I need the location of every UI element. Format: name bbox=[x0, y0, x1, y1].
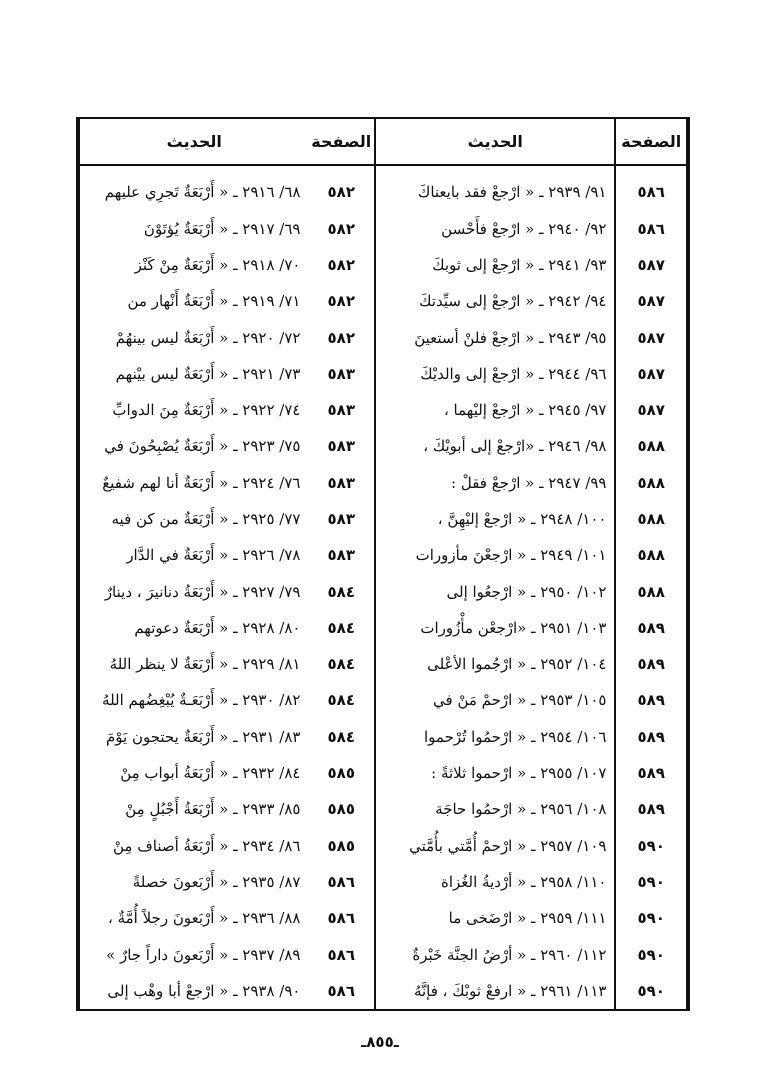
hadith-entry: ٧١/ ٢٩١٩ ـ « أَرْبَعَةٌ أَنْهار من bbox=[127, 292, 301, 311]
page-ref: ٥٨٧ bbox=[637, 292, 665, 311]
page-header-right: الصفحة bbox=[308, 119, 374, 166]
hadith-entry: ٧٤/ ٢٩٢٢ ـ « أَرْبَعَةٌ مِنَ الدوابِّ bbox=[112, 401, 301, 420]
hadith-entry: ٩٣/ ٢٩٤١ ـ « ارْجعْ إلى ثوبكَ bbox=[432, 255, 607, 274]
hadith-list-left bbox=[376, 166, 614, 1009]
page-ref: ٥٨٤ bbox=[327, 655, 355, 674]
hadith-entry: ٨٨/ ٢٩٣٦ ـ « أَرْبَعونَ رجلاً أُمَّةٌ ، bbox=[107, 909, 301, 928]
hadith-entry: ٩٥/ ٢٩٤٣ ـ « ارْجعْ فلنْ أستعينَ bbox=[414, 328, 607, 347]
page-ref: ٥٩٠ bbox=[637, 836, 665, 855]
page-ref: ٥٨٦ bbox=[637, 219, 665, 238]
page-ref: ٥٨٤ bbox=[327, 618, 355, 637]
page-ref: ٥٨٨ bbox=[637, 473, 665, 492]
hadith-entry: ٧٠/ ٢٩١٨ ـ « أَرْبَعَةٌ مِنْ كَنْز bbox=[134, 255, 301, 274]
hadith-entry: ١٠٩/ ٢٩٥٧ ـ « ارْحمْ أُمَّتي بأُمَّتي bbox=[409, 836, 607, 855]
hadith-entry: ٩٠/ ٢٩٣٨ ـ « ارْجعْ أبا وهْب إلى bbox=[107, 981, 301, 1000]
page-ref: ٥٨٢ bbox=[327, 255, 355, 274]
hadith-column-left bbox=[376, 119, 616, 1009]
page-ref: ٥٨٩ bbox=[637, 727, 665, 746]
page-ref: ٥٨٣ bbox=[327, 546, 355, 565]
page-ref: ٥٨٨ bbox=[637, 437, 665, 456]
hadith-entry: ٩٨/ ٢٩٤٦ ـ «ارْجعْ إلى أبويْكَ ، bbox=[423, 437, 607, 456]
page-ref: ٥٨٩ bbox=[637, 764, 665, 783]
hadith-entry: ٨١/ ٢٩٢٩ ـ « أَرْبَعَةٌ لا ينظر اللهُ bbox=[109, 655, 301, 674]
hadith-entry: ٩١/ ٢٩٣٩ ـ « ارْجعْ فقد بايعناكَ bbox=[417, 183, 607, 202]
hadith-entry: ٧٧/ ٢٩٢٥ ـ « أَرْبَعَةٌ من كن فيه bbox=[111, 509, 301, 528]
page-ref: ٥٨٧ bbox=[637, 328, 665, 347]
page-column-left bbox=[616, 119, 688, 1009]
page-ref: ٥٨٧ bbox=[637, 401, 665, 420]
page-ref: ٥٨٣ bbox=[327, 364, 355, 383]
hadith-entry: ١١٠/ ٢٩٥٨ ـ « أرْديةُ الغُزاة bbox=[441, 872, 607, 891]
page-ref: ٥٨٢ bbox=[327, 292, 355, 311]
hadith-entry: ٧٣/ ٢٩٢١ ـ « أَرْبَعَةٌ ليس بيْنهم bbox=[115, 364, 301, 383]
hadith-entry: ٩٢/ ٢٩٤٠ ـ « ارْجعْ فأَحْسن bbox=[441, 219, 607, 238]
page-ref: ٥٨٦ bbox=[327, 981, 355, 1000]
hadith-entry: ٧٩/ ٢٩٢٧ ـ « أَرْبَعَةُ دنانيرَ ، دينارٌ bbox=[104, 582, 301, 601]
hadith-entry: ٨٧/ ٢٩٣٥ ـ « أَرْبَعونَ خصلةً bbox=[132, 872, 301, 891]
page-list-right bbox=[308, 166, 374, 1009]
hadith-entry: ١٠٠/ ٢٩٤٨ ـ « ارْجعْ إليْهِنَّ ، bbox=[437, 509, 607, 528]
page-ref: ٥٨٣ bbox=[327, 473, 355, 492]
page-ref: ٥٨٦ bbox=[327, 909, 355, 928]
hadith-entry: ٨٢/ ٢٩٣٠ ـ « أَرْبَعَـةٌ يُبْغِضُهم اللهُ bbox=[102, 691, 301, 710]
hadith-entry: ١١٣/ ٢٩٦١ ـ « ارفعْ ثوبْكَ ، فإنَّهُ bbox=[413, 981, 607, 1000]
hadith-entry: ٧٦/ ٢٩٢٤ ـ « أَرْبَعَةٌ أنا لهم شفيعٌ bbox=[102, 473, 301, 492]
hadith-entry: ١٠١/ ٢٩٤٩ ـ « ارْجعْنَ مأزورات bbox=[415, 546, 607, 565]
page-column-right bbox=[308, 119, 376, 1009]
hadith-entry: ١٠٢/ ٢٩٥٠ ـ « ارْجعُوا إلى bbox=[446, 582, 607, 601]
page-ref: ٥٨٢ bbox=[327, 183, 355, 202]
page-header-left: الصفحة bbox=[616, 119, 686, 166]
hadith-entry: ٨٤/ ٢٩٣٢ ـ « أَرْبَعَةُ أبواب مِنْ bbox=[120, 764, 301, 783]
page-ref: ٥٨٧ bbox=[637, 364, 665, 383]
page-ref: ٥٨٥ bbox=[327, 836, 355, 855]
hadith-list-right bbox=[80, 166, 308, 1009]
page-ref: ٥٨٢ bbox=[327, 328, 355, 347]
page-ref: ٥٨٦ bbox=[327, 945, 355, 964]
page-ref: ٥٨٣ bbox=[327, 437, 355, 456]
hadith-entry: ١١٢/ ٢٩٦٠ ـ « أرْضُ الجنَّة خَبْرةٌ bbox=[412, 945, 607, 964]
hadith-entry: ٩٧/ ٢٩٤٥ ـ « ارْجعْ إليْهما ، bbox=[443, 401, 607, 420]
page-ref: ٥٨٥ bbox=[327, 800, 355, 819]
hadith-entry: ١١١/ ٢٩٥٩ ـ « ارْضَخى ما bbox=[448, 909, 607, 928]
page-ref: ٥٨٦ bbox=[637, 183, 665, 202]
hadith-entry: ٦٨/ ٢٩١٦ ـ « أَرْبَعَةٌ تَجرِي عليهم bbox=[104, 183, 301, 202]
hadith-entry: ٩٩/ ٢٩٤٧ ـ « ارْجعْ فقلْ : bbox=[451, 473, 607, 492]
page-ref: ٥٨٤ bbox=[327, 582, 355, 601]
hadith-entry: ٨٩/ ٢٩٣٧ ـ « أَرْبَعونَ داراً جارٌ » bbox=[106, 945, 301, 964]
page-ref: ٥٩٠ bbox=[637, 981, 665, 1000]
hadith-entry: ٨٦/ ٢٩٣٤ ـ « أَرْبَعَةُ أصناف مِنْ bbox=[113, 836, 301, 855]
page-ref: ٥٨٩ bbox=[637, 618, 665, 637]
hadith-entry: ٩٦/ ٢٩٤٤ ـ « ارْجعْ إلى والديْكَ bbox=[420, 364, 607, 383]
hadith-entry: ٩٤/ ٢٩٤٢ ـ « ارْجعْ إلى سيِّدتكَ bbox=[419, 292, 607, 311]
hadith-entry: ١٠٨/ ٢٩٥٦ ـ « ارْحمُوا حاجَة bbox=[435, 800, 607, 819]
page-ref: ٥٨٦ bbox=[327, 872, 355, 891]
hadith-entry: ٧٥/ ٢٩٢٣ ـ « أَرْبَعَةٌ يُصْبِحُونَ في bbox=[104, 437, 301, 456]
page-ref: ٥٩٠ bbox=[637, 909, 665, 928]
page-ref: ٥٨٤ bbox=[327, 691, 355, 710]
hadith-entry: ٨٥/ ٢٩٣٣ ـ « أَرْبَعَةُ أَجْبُلٍ مِنْ bbox=[125, 800, 301, 819]
page-list-left bbox=[616, 166, 686, 1009]
page-ref: ٥٨٩ bbox=[637, 691, 665, 710]
hadith-entry: ١٠٤/ ٢٩٥٢ ـ « ارْجُموا الأعْلى bbox=[427, 655, 607, 674]
page-number: ـ٨٥٥ـ bbox=[361, 1033, 399, 1051]
hadith-header-right: الحديث bbox=[80, 119, 308, 166]
page-ref: ٥٨٣ bbox=[327, 509, 355, 528]
page-ref: ٥٨٨ bbox=[637, 546, 665, 565]
page-ref: ٥٨٢ bbox=[327, 219, 355, 238]
page-ref: ٥٨٣ bbox=[327, 401, 355, 420]
hadith-entry: ١٠٧/ ٢٩٥٥ ـ « ارْحموا ثلاثةً : bbox=[431, 764, 607, 783]
page-ref: ٥٨٧ bbox=[637, 255, 665, 274]
hadith-entry: ٧٢/ ٢٩٢٠ ـ « أَرْبَعَةٌ ليس بينهُمْ bbox=[115, 328, 301, 347]
hadith-column-right bbox=[78, 119, 308, 1009]
hadith-entry: ١٠٣/ ٢٩٥١ ـ «ارْجعْن مأْزُورات bbox=[420, 618, 607, 637]
hadith-entry: ٨٣/ ٢٩٣١ ـ « أَرْبَعَةٌ يحتجون يَوْمَ bbox=[105, 727, 301, 746]
hadith-entry: ٧٨/ ٢٩٢٦ ـ « أَرْبَعَةٌ في الدَّار bbox=[126, 546, 301, 565]
page-ref: ٥٨٩ bbox=[637, 800, 665, 819]
page-ref: ٥٨٤ bbox=[327, 727, 355, 746]
page-ref: ٥٨٥ bbox=[327, 764, 355, 783]
hadith-index-table bbox=[76, 117, 690, 1011]
page-ref: ٥٨٩ bbox=[637, 655, 665, 674]
page-ref: ٥٨٨ bbox=[637, 582, 665, 601]
page-ref: ٥٩٠ bbox=[637, 872, 665, 891]
hadith-entry: ١٠٥/ ٢٩٥٣ ـ « ارْحمْ مَنْ في bbox=[433, 691, 607, 710]
hadith-entry: ٦٩/ ٢٩١٧ ـ « أَرْبَعَةٌ يُؤتَوْنَ bbox=[143, 219, 301, 238]
hadith-entry: ١٠٦/ ٢٩٥٤ ـ « ارْحمُوا تُرْحموا bbox=[424, 727, 607, 746]
hadith-header-left: الحديث bbox=[376, 119, 614, 166]
page-ref: ٥٨٨ bbox=[637, 509, 665, 528]
hadith-entry: ٨٠/ ٢٩٢٨ ـ « أَرْبَعَةٌ دعوتهم bbox=[134, 618, 301, 637]
page-ref: ٥٩٠ bbox=[637, 945, 665, 964]
